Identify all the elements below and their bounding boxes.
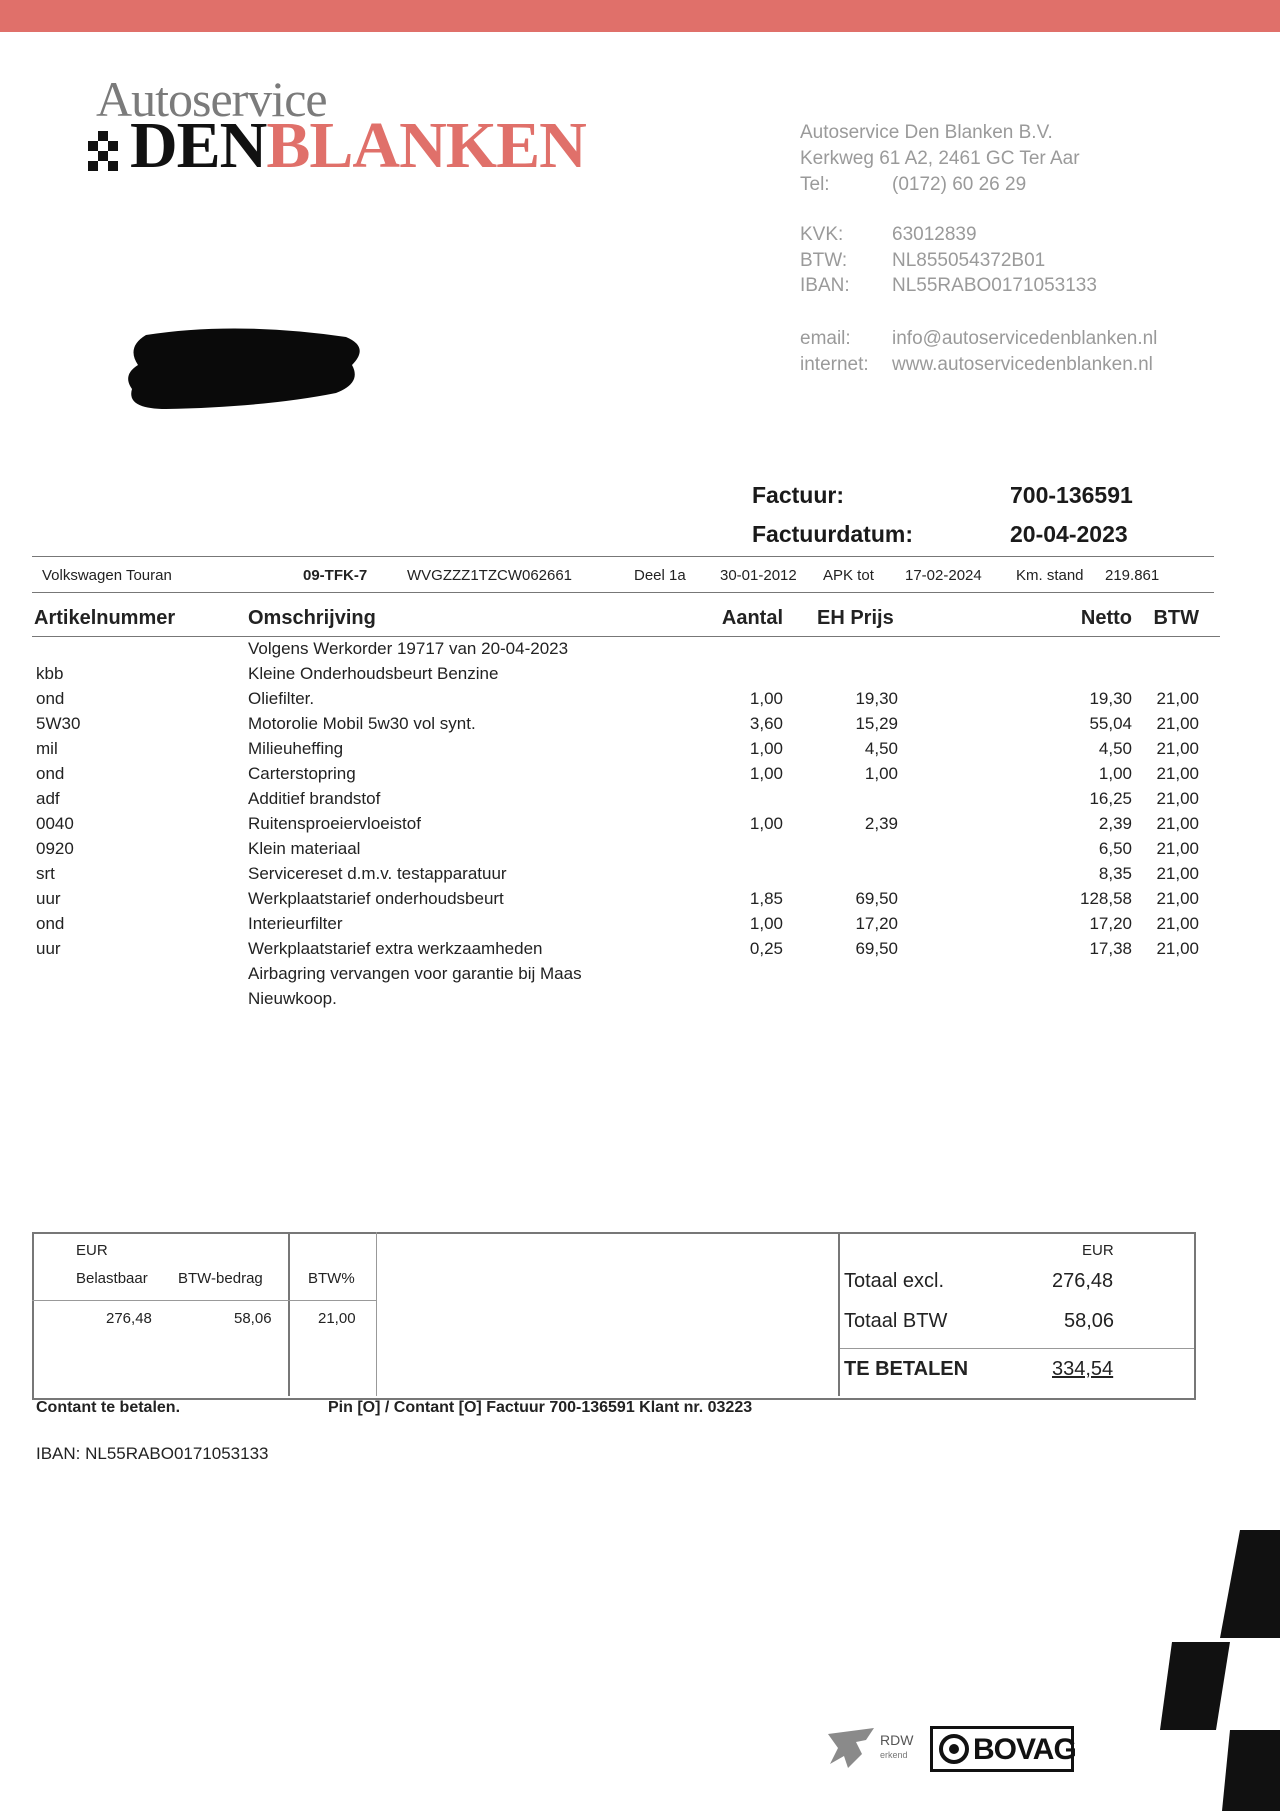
divider [32,592,1214,593]
iban-label: IBAN: [800,275,850,296]
cell-omschrijving: Oliefilter. [248,689,315,708]
cell-omschrijving: Carterstopring [248,764,356,783]
totals-frame [32,1232,1196,1400]
cell-btw: 21,00 [1156,864,1199,883]
cell-artikelnummer: ond [36,914,65,933]
col-header-netto: Netto [1080,607,1132,629]
col-header-artikelnummer: Artikelnummer [34,607,176,629]
rdw-arrow-icon [826,1726,876,1770]
table-row [0,939,1280,964]
table-row [0,739,1280,764]
deel-label: Deel 1a [634,567,686,584]
contant-text: Contant te betalen. [36,1399,181,1416]
checkered-flag-icon [88,131,128,171]
tel-value: (0172) 60 26 29 [892,174,1027,195]
totaal-btw-label: Totaal BTW [844,1310,948,1332]
rdw-text: RDW [880,1732,914,1748]
cell-artikelnummer: 0040 [36,814,74,833]
cell-artikelnummer: 5W30 [36,714,81,733]
table-row [0,964,1280,989]
cell-artikelnummer: uur [36,889,61,908]
cell-netto: 4,50 [1098,739,1132,758]
cell-omschrijving: Kleine Onderhoudsbeurt Benzine [248,664,499,683]
table-row [0,639,1280,664]
top-accent-bar [0,0,1280,32]
totaal-excl-label: Totaal excl. [844,1270,945,1292]
cell-netto: 17,38 [1089,939,1132,958]
cell-netto: 8,35 [1098,864,1132,883]
col-header-omschrijving: Omschrijving [248,607,376,629]
payment-reference: Pin [O] / Contant [O] Factuur 700-136591 Klant nr. 03223 [328,1399,753,1416]
cell-aantal: 1,00 [749,739,783,758]
internet-label: internet: [800,354,869,375]
cell-artikelnummer: 0920 [36,839,74,858]
cell-btw: 21,00 [1156,739,1199,758]
cell-artikelnummer: ond [36,764,65,783]
cell-artikelnummer: uur [36,939,61,958]
btw-value: NL855054372B01 [892,250,1046,271]
cell-aantal: 1,00 [749,764,783,783]
table-row [0,914,1280,939]
divider [32,556,1214,557]
factuur-label: Factuur: [752,482,844,508]
factuurdatum-value: 20-04-2023 [1010,521,1128,547]
table-row [0,789,1280,814]
cell-eh-prijs: 69,50 [855,939,898,958]
cell-netto: 2,39 [1098,814,1132,833]
table-row [0,814,1280,839]
cell-aantal: 3,60 [749,714,783,733]
cell-omschrijving: Klein materiaal [248,839,361,858]
cell-omschrijving: Ruitensproeiervloeistof [248,814,421,833]
cell-omschrijving: Motorolie Mobil 5w30 vol synt. [248,714,476,733]
logo-blanken-text: BLANKEN [266,109,586,182]
cell-aantal: 0,25 [749,939,783,958]
cell-artikelnummer: ond [36,689,65,708]
internet-link[interactable]: www.autoservicedenblanken.nl [892,354,1153,375]
company-logo [88,108,586,184]
te-betalen-label: TE BETALEN [844,1358,969,1380]
bovag-logo [930,1726,1074,1772]
vat-belastbaar-label: Belastbaar [76,1270,148,1287]
table-row [0,864,1280,889]
logo-den-text: DEN [130,109,267,182]
cell-eh-prijs: 19,30 [855,689,898,708]
cell-btw: 21,00 [1156,814,1199,833]
logo-autoservice-text: Autoservice [96,71,327,127]
cell-omschrijving: Additief brandstof [248,789,381,808]
km-label: Km. stand [1016,567,1084,584]
cell-netto: 16,25 [1089,789,1132,808]
divider [288,1232,290,1396]
vat-eur-label: EUR [76,1242,108,1259]
totals-eur-label: EUR [1082,1242,1114,1259]
factuurdatum-label: Factuurdatum: [752,521,913,547]
vat-belastbaar-value: 276,48 [106,1310,152,1327]
tel-label: Tel: [800,174,830,195]
kvk-value: 63012839 [892,224,977,245]
deel-date: 30-01-2012 [720,567,797,584]
cell-artikelnummer: srt [36,864,55,883]
kvk-label: KVK: [800,224,844,245]
table-row [0,839,1280,864]
divider [376,1232,377,1396]
cell-artikelnummer: kbb [36,664,64,683]
table-row [0,889,1280,914]
checkered-flag-decoration [1120,1530,1280,1811]
cell-aantal: 1,00 [749,689,783,708]
cell-eh-prijs: 69,50 [855,889,898,908]
cell-btw: 21,00 [1156,939,1199,958]
email-label: email: [800,328,851,349]
te-betalen-value: 334,54 [1052,1358,1114,1380]
cell-netto: 6,50 [1098,839,1132,858]
rdw-logo [826,1726,914,1770]
cell-artikelnummer: adf [36,789,60,808]
cell-eh-prijs: 17,20 [855,914,898,933]
vehicle-plate: 09-TFK-7 [303,567,368,584]
col-header-aantal: Aantal [721,607,783,629]
cell-netto: 128,58 [1080,889,1132,908]
divider [838,1232,840,1396]
totaal-excl-value: 276,48 [1052,1270,1114,1292]
cell-btw: 21,00 [1156,714,1199,733]
cell-omschrijving: Milieuheffing [248,739,344,758]
factuur-number: 700-136591 [1010,482,1133,508]
table-row [0,714,1280,739]
cell-artikelnummer: mil [36,739,58,758]
cell-omschrijving: Interieurfilter [248,914,343,933]
bovag-text: BOVAG [973,1733,1076,1766]
email-link[interactable]: info@autoservicedenblanken.nl [892,328,1158,349]
cell-aantal: 1,85 [749,889,783,908]
table-row [0,689,1280,714]
bovag-emblem-icon [939,1734,969,1764]
cell-eh-prijs: 1,00 [864,764,898,783]
apk-date: 17-02-2024 [905,567,982,584]
cell-eh-prijs: 4,50 [864,739,898,758]
cell-btw: 21,00 [1156,889,1199,908]
rdw-subtext: erkend [880,1750,908,1760]
table-row [0,764,1280,789]
cell-omschrijving: Volgens Werkorder 19717 van 20-04-2023 [248,639,569,658]
col-header-eh-prijs: EH Prijs [817,607,894,629]
cell-netto: 17,20 [1089,914,1132,933]
cell-aantal: 1,00 [749,914,783,933]
cell-btw: 21,00 [1156,764,1199,783]
apk-label: APK tot [823,567,874,584]
cell-omschrijving: Servicereset d.m.v. testapparatuur [248,864,507,883]
totaal-btw-value: 58,06 [1064,1310,1115,1332]
vehicle-vin: WVGZZZ1TZCW062661 [407,567,573,584]
divider [32,636,1220,637]
company-address: Kerkweg 61 A2, 2461 GC Ter Aar [800,148,1080,169]
vehicle-model: Volkswagen Touran [42,567,172,584]
btw-label: BTW: [800,250,848,271]
cell-omschrijving: Werkplaatstarief onderhoudsbeurt [248,889,504,908]
cell-omschrijving: Nieuwkoop. [248,989,337,1008]
table-row [0,664,1280,689]
iban-value: NL55RABO0171053133 [892,275,1097,296]
km-value: 219.861 [1105,567,1160,584]
cell-btw: 21,00 [1156,689,1199,708]
vat-pct-value: 21,00 [318,1310,356,1327]
table-row [0,989,1280,1014]
cell-netto: 1,00 [1098,764,1132,783]
cell-btw: 21,00 [1156,914,1199,933]
divider [840,1348,1194,1349]
vat-bedrag-value: 58,06 [234,1310,272,1327]
cell-btw: 21,00 [1156,839,1199,858]
cell-omschrijving: Airbagring vervangen voor garantie bij Maas [248,964,582,983]
cell-netto: 19,30 [1089,689,1132,708]
col-header-btw: BTW [1153,607,1199,629]
cell-omschrijving: Werkplaatstarief extra werkzaamheden [248,939,543,958]
vat-bedrag-label: BTW-bedrag [178,1270,263,1287]
cell-aantal: 1,00 [749,814,783,833]
cell-eh-prijs: 15,29 [855,714,898,733]
cell-btw: 21,00 [1156,789,1199,808]
cell-eh-prijs: 2,39 [864,814,898,833]
vat-pct-label: BTW% [308,1270,355,1287]
footer-iban: IBAN: NL55RABO0171053133 [36,1444,269,1463]
cell-netto: 55,04 [1089,714,1132,733]
company-name: Autoservice Den Blanken B.V. [800,122,1053,143]
redacted-address [126,325,364,413]
divider [32,1300,376,1301]
